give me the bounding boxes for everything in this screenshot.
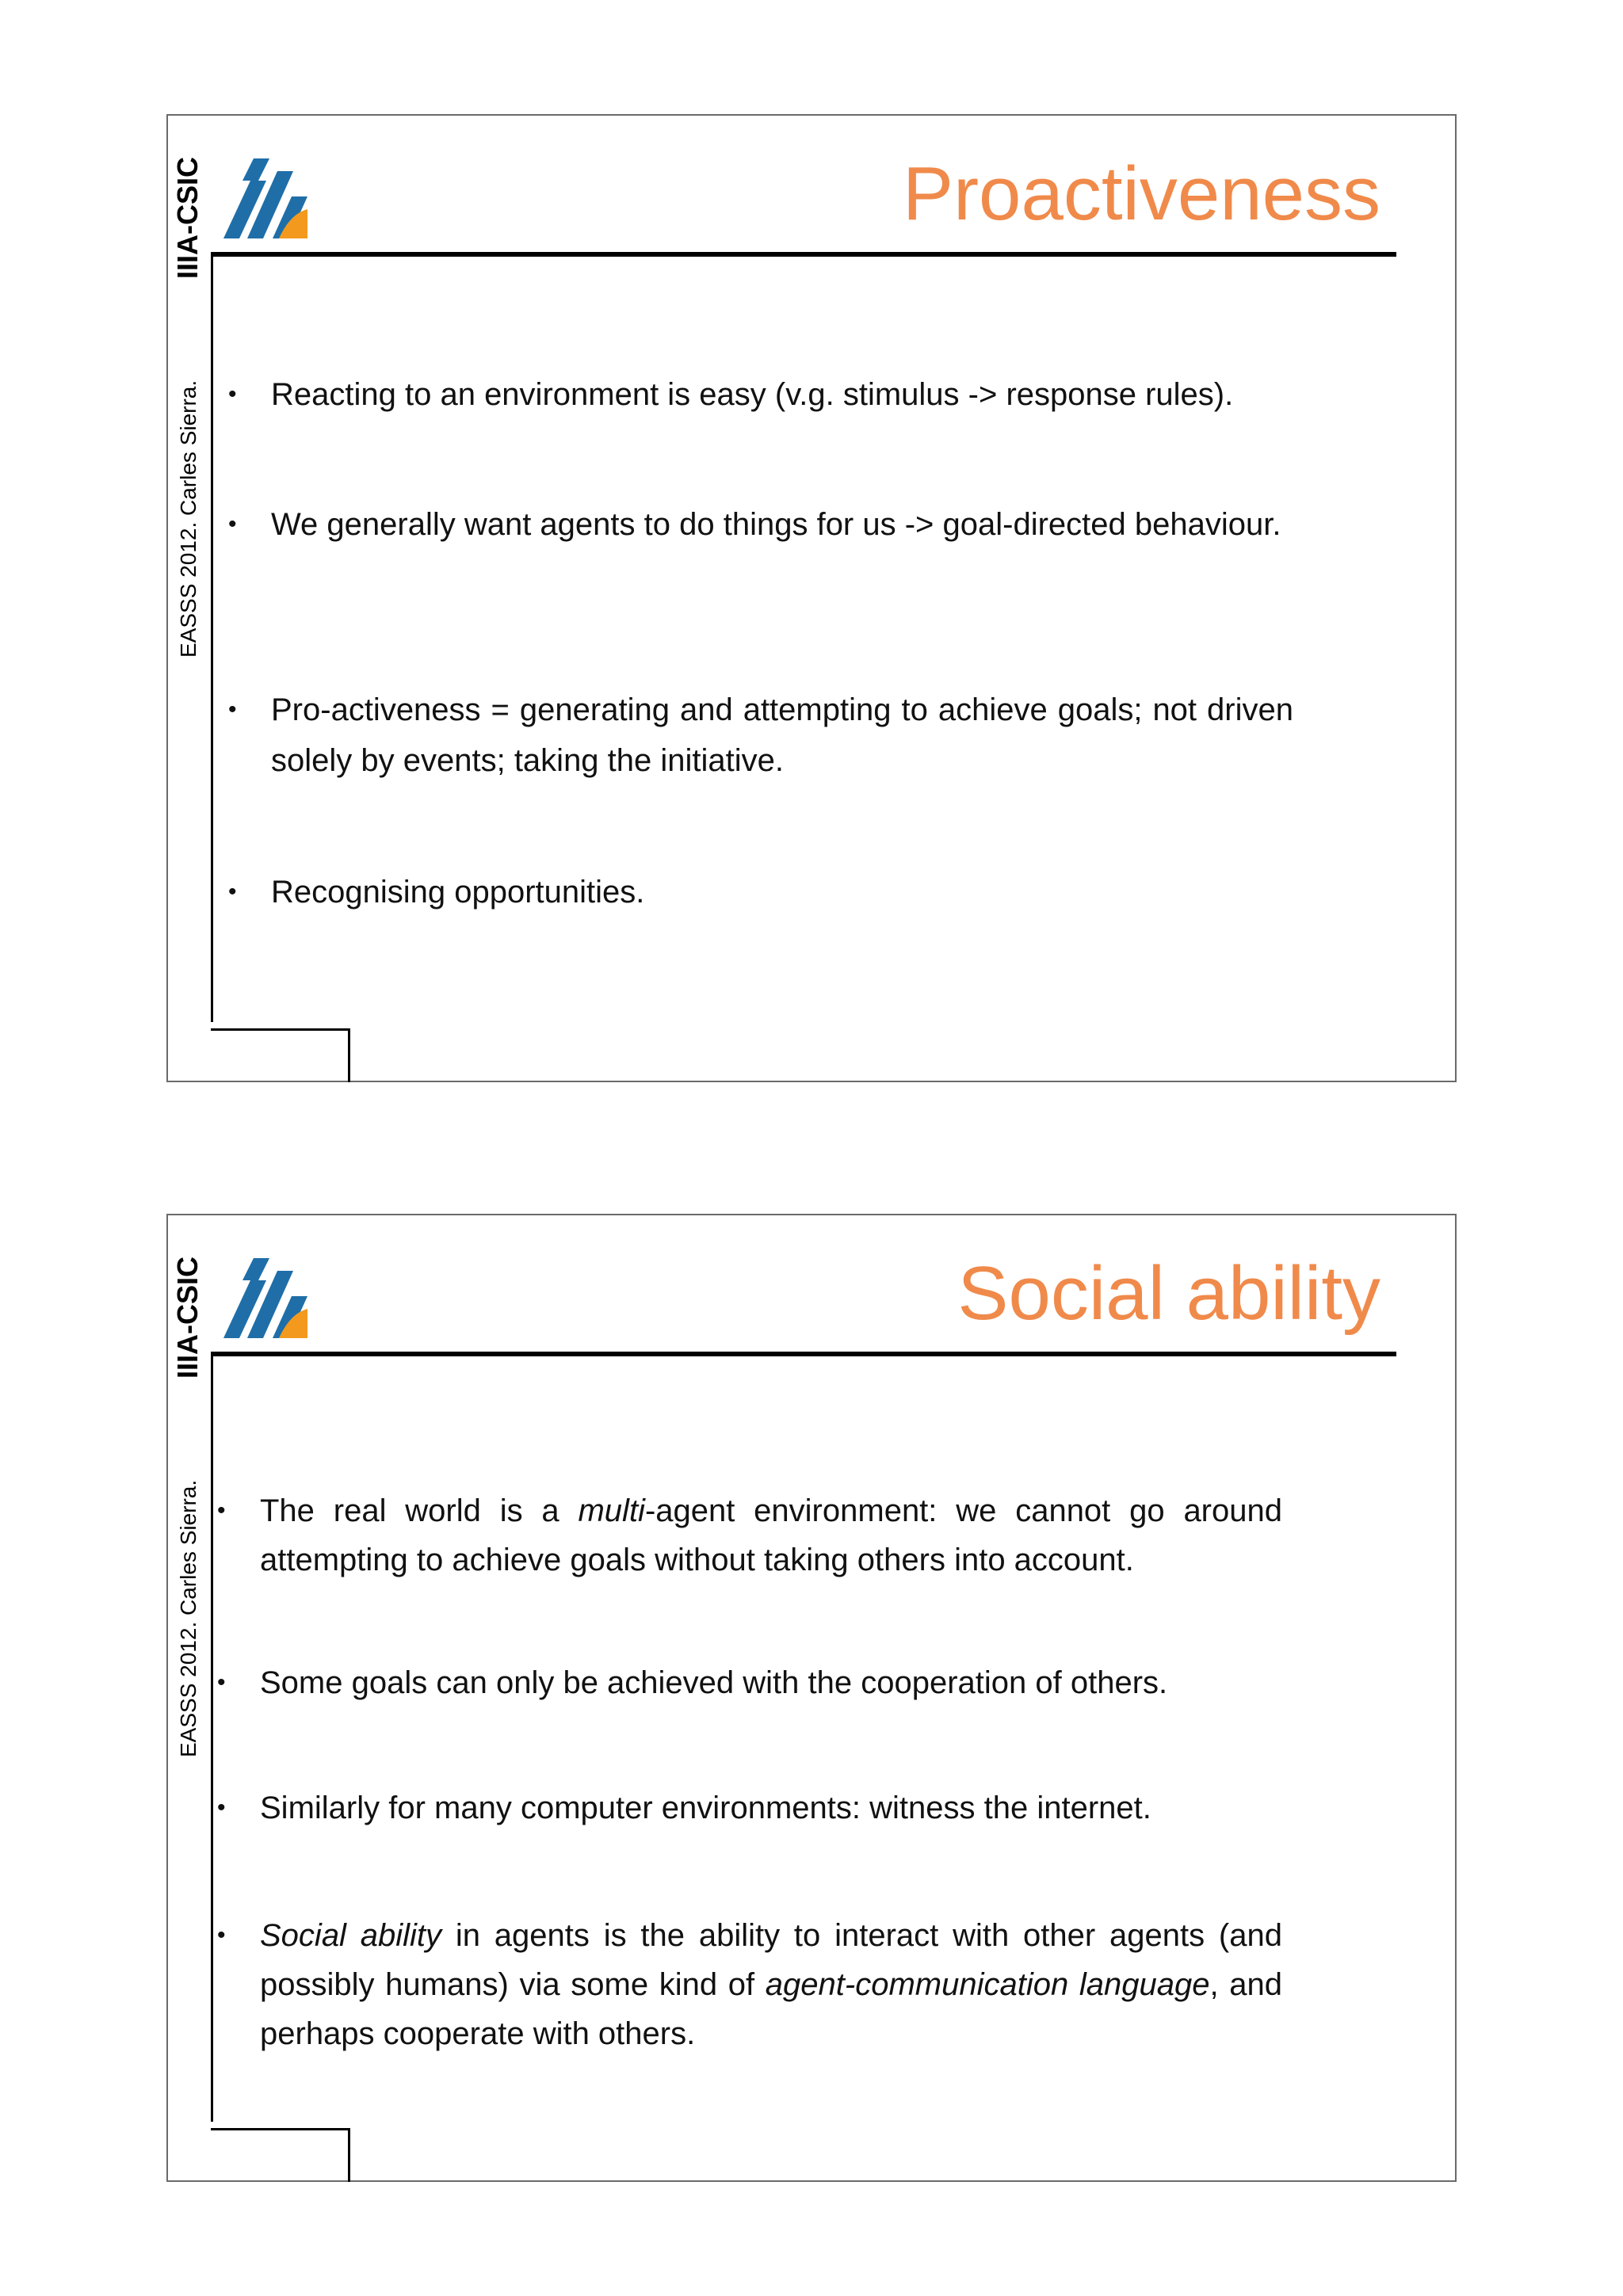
list-item	[228, 685, 1293, 786]
slide-2-left-rule	[211, 1352, 213, 2122]
list-item	[217, 1783, 1282, 1833]
slide-2-corner-h	[211, 2128, 350, 2130]
slide-1-org-label: IIIA-CSIC	[171, 156, 204, 279]
slide-2-title: Social ability	[957, 1251, 1381, 1336]
bullet-icon: •	[228, 381, 237, 407]
list-item	[228, 867, 1293, 917]
list-item	[228, 499, 1293, 550]
slide-2	[166, 1214, 1457, 2182]
bullet-text: Some goals can only be achieved with the cooperation of others.	[260, 1665, 1168, 1700]
bullet-text: Similarly for many computer environments: witness the internet.	[260, 1791, 1151, 1825]
bullet-text: The real world is a multi-agent environment: we cannot go around attempting to achieve goals without taking others into account.	[260, 1493, 1282, 1577]
slide-2-corner-v	[348, 2128, 350, 2182]
bullet-icon: •	[228, 511, 237, 537]
slide-1-left-rule	[211, 252, 213, 1022]
bullet-icon: •	[217, 1497, 226, 1524]
list-item	[217, 1657, 1282, 1708]
list-item	[228, 369, 1293, 420]
bullet-text: We generally want agents to do things for us -> goal-directed behaviour.	[271, 507, 1281, 542]
iiia-csic-logo-icon	[217, 147, 312, 242]
slide-1-title-rule	[211, 252, 1396, 257]
slide-1-credit: EASSS 2012. Carles Sierra.	[176, 379, 200, 658]
list-item	[217, 1486, 1282, 1585]
slide-2-title-rule	[211, 1352, 1396, 1356]
bullet-icon: •	[217, 1794, 226, 1821]
bullet-text: Reacting to an environment is easy (v.g. stimulus -> response rules).	[271, 377, 1234, 412]
bullet-icon: •	[217, 1669, 226, 1695]
bullet-text: Recognising opportunities.	[271, 875, 645, 910]
bullet-icon: •	[228, 879, 237, 905]
iiia-csic-logo-icon	[217, 1247, 312, 1342]
bullet-text: Pro-activeness = generating and attempting to achieve goals; not driven solely by events; taking the initiative.	[271, 692, 1293, 778]
slide-2-org-label: IIIA-CSIC	[171, 1256, 204, 1379]
slide-1-corner-v	[348, 1028, 350, 1082]
slide-1-corner-h	[211, 1028, 350, 1031]
slide-1-title: Proactiveness	[903, 151, 1381, 236]
list-item	[217, 1911, 1282, 2058]
slide-1	[166, 114, 1457, 1082]
bullet-icon: •	[217, 1922, 226, 1948]
slide-2-credit: EASSS 2012. Carles Sierra.	[176, 1479, 200, 1757]
bullet-icon: •	[228, 696, 237, 723]
bullet-text: Social ability in agents is the ability to interact with other agents (and possibly humans) via some kind of agent-communication language, and perhaps cooperate with others.	[260, 1918, 1282, 2051]
